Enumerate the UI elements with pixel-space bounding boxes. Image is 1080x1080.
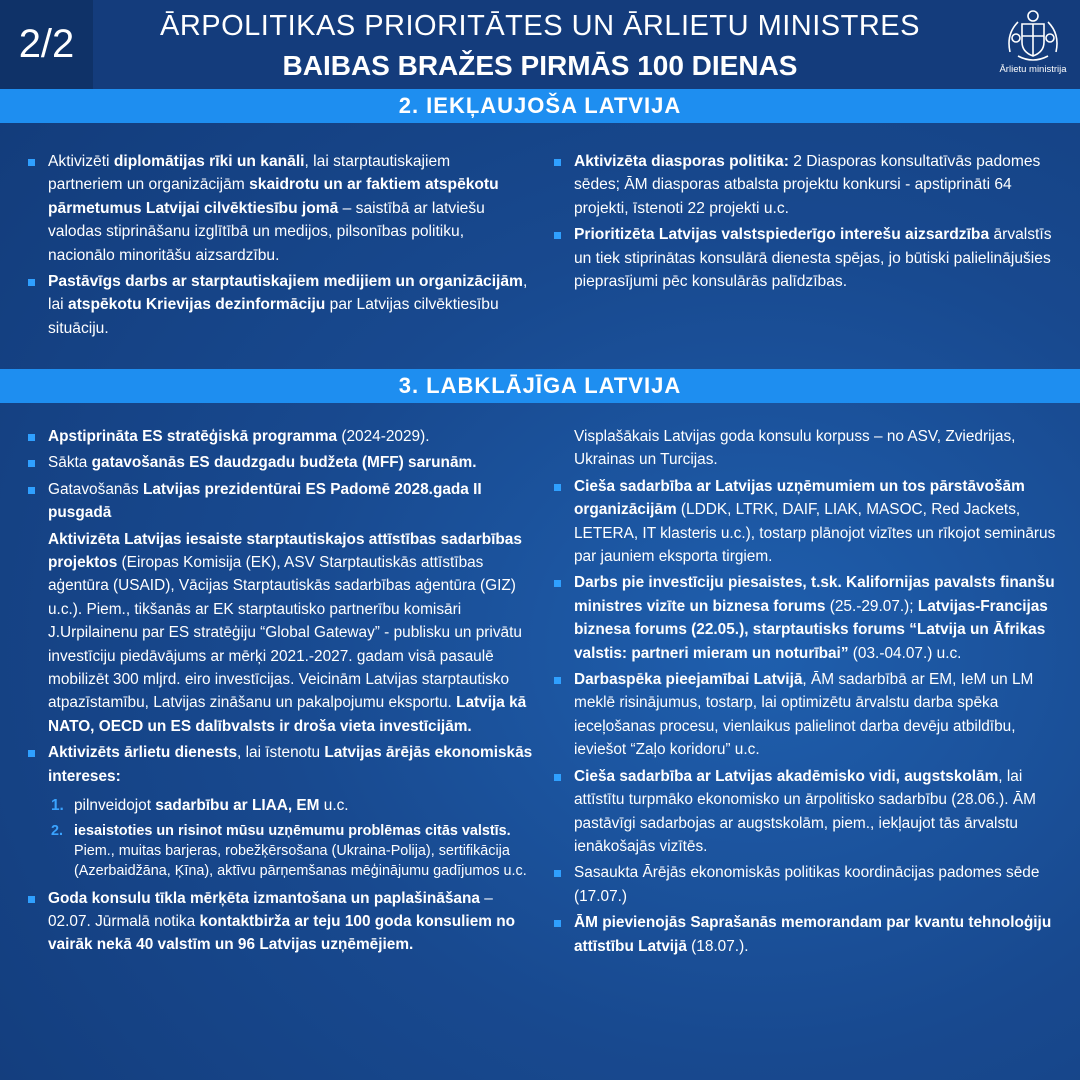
- list-item: Aktivizēta diasporas politika: 2 Diasporas konsultatīvās padomes sēdes; ĀM diasporas atbalsta projektu konkursi - apstiprināti 64 projekti, īstenoti 22 projekti u.c.: [554, 150, 1054, 220]
- list-item: Prioritizēta Latvijas valstspiederīgo interešu aizsardzība ārvalstīs un tiek stiprinātas konsulārā dienesta spējas, jo būtiski palielinājušies pieprasījumi pēc konsulārās palīdzības.: [554, 223, 1054, 293]
- list-item: Goda konsulu tīkla mērķēta izmantošana un paplašināšana – 02.07. Jūrmalā notika kontaktbirža ar teju 100 goda konsuliem no vairāk nekā 40 valstīm un 96 Latvijas uzņēmējiem.: [28, 887, 538, 957]
- logo-caption: Ārlietu ministrija: [999, 64, 1067, 75]
- list-item: Sasaukta Ārējās ekonomiskās politikas koordinācijas padomes sēde (17.07.): [554, 861, 1060, 908]
- list-item: Darbs pie investīciju piesaistes, t.sk. Kalifornijas pavalsts finanšu ministres vizīte un biznesa forums (25.-29.07.); Latvijas-Francijas biznesa forums (22.05.), starptautisks forums “Latvija un Āfrikas valstis: partneri mieram un noturībai” (03.-04.07.) u.c.: [554, 571, 1060, 665]
- list-item: ĀM pievienojās Saprašanās memorandam par kvantu tehnoloģiju attīstību Latvijā (18.07.).: [554, 911, 1060, 958]
- list-item: Aktivizēta Latvijas iesaiste starptautiskajos attīstības sadarbības projektos (Eiropas Komisija (EK), ASV Starptautiskās attīstības aģentūra (USAID), Vācijas Starptautiskās sadarbības aģentūra (GIZ) u.c.). Piem., tikšanās ar EK starptautisko partnerību komisāri J.Urpilainenu par ES stratēģiju “Global Gateway” - publisku un privātu investīciju piedāvājums ar mērķi 2021.-2027. gadam visā pasaulē mobilizēt 300 mljrd. eiro investīcijas. Veicinām Latvijas starptautisko atpazīstamību, Latvijas zināšanu un pakalpojumu eksportu. Latvija kā NATO, OECD un ES dalībvalsts ir droša vieta investīcijām.: [48, 530, 527, 735]
- sub-list-item: 2. iesaistoties un risinot mūsu uzņēmumu problēmas citās valstīs. Piem., muitas barjeras, robežķērsošana (Ukraina-Polija), sertifikācija (Azerbaidžāna, Ķīna), aktīvu pārņemšanas mēģinājumu gadījumos u.c.: [51, 822, 527, 879]
- section-band-3: 3. LABKLĀJĪGA LATVIJA: [0, 369, 1080, 403]
- page-title-line2: BAIBAS BRAŽES PIRMĀS 100 DIENAS: [282, 50, 798, 81]
- list-item: Aktivizēts ārlietu dienests, lai īstenotu Latvijas ārējās ekonomiskās intereses: 1. pilnveidojot sadarbību ar LIAA, EM u.c. 2. iesaistoties un risinot mūsu uzņēmumu problēmas citās valstīs. Piem., muitas barjeras, robežķērsošana (Ukraina-Polija), sertifikācija (Azerbaidžāna, Ķīna), aktīvu pārņemšanas mēģinājumu gadījumos u.c.: [28, 741, 538, 880]
- list-item: Visplašākais Latvijas goda konsulu korpuss – no ASV, Zviedrijas, Ukrainas un Turcijas.: [574, 428, 1016, 469]
- section-band-2: 2. IEKĻAUJOŠA LATVIJA: [0, 89, 1080, 123]
- list-item: Cieša sadarbība ar Latvijas uzņēmumiem un tos pārstāvošām organizācijām (LDDK, LTRK, DAIF, LIAK, MASOC, Red Jackets, LETERA, IT klasteris u.c.), tostarp plānojot vizītes un rīkojot seminārus par jauniem eksporta tirgiem.: [554, 475, 1060, 569]
- list-item: Pastāvīgs darbs ar starptautiskajiem medijiem un organizācijām, lai atspēkotu Krievijas dezinformāciju par Latvijas cilvēktiesību situāciju.: [28, 270, 528, 340]
- page-number: 2/2: [0, 0, 93, 89]
- list-item: Darbaspēka pieejamībai Latvijā, ĀM sadarbībā ar EM, IeM un LM meklē risinājumus, tostarp, lai optimizētu ārvalstu darba spēka ieceļošanas procesu, vienlaikus palielinot darba devēju atbildību, ieviešot “Zaļo koridoru” u.c.: [554, 668, 1060, 762]
- list-item: Aktivizēti diplomātijas rīki un kanāli, lai starptautiskajiem partneriem un organizācijām skaidrotu un ar faktiem atspēkotu pārmetumus Latvijai cilvēktiesību jomā – saistībā ar latviešu valodas stiprināšanu izglītībā un medijos, pilsonības politiku, nacionālo minoritāšu aizsardzību.: [28, 150, 528, 267]
- sub-list-item: 1. pilnveidojot sadarbību ar LIAA, EM u.c.: [51, 797, 349, 815]
- list-item: Cieša sadarbība ar Latvijas akadēmisko vidi, augstskolām, lai attīstītu turpmāko ekonomisko un ārpolitisko sadarbību (28.06.). ĀM pastāvīgi sadarbojas ar augstskolām, piem., iekļaujot tās ārvalstu ienākošajās vizītēs.: [554, 765, 1060, 859]
- section-3-left-column: [28, 425, 538, 960]
- list-item: Gatavošanās Latvijas prezidentūrai ES Padomē 2028.gada II pusgadā: [28, 478, 538, 525]
- section-2-left-column: [28, 150, 528, 343]
- ministry-logo: [995, 8, 1071, 84]
- section-3-right-column: [554, 425, 1060, 961]
- coat-of-arms-icon: [1000, 8, 1066, 62]
- list-item: Sākta gatavošanās ES daudzgadu budžeta (MFF) sarunām.: [28, 451, 538, 474]
- section-2-right-column: [554, 150, 1054, 296]
- list-item: Apstiprināta ES stratēģiskā programma (2024-2029).: [28, 425, 538, 448]
- page-title-line1: ĀRPOLITIKAS PRIORITĀTES UN ĀRLIETU MINISTRES: [159, 10, 920, 42]
- sub-list: [48, 794, 538, 880]
